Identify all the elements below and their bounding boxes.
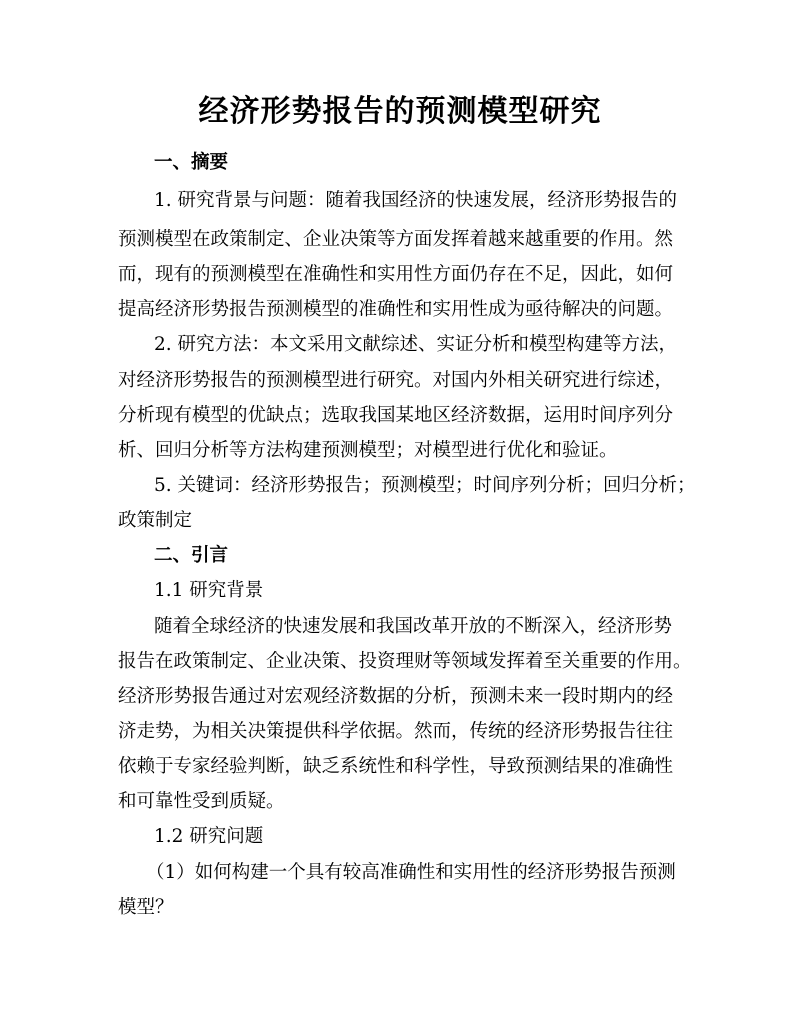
paragraph-line: 分析现有模型的优缺点；选取我国某地区经济数据，运用时间序列分 xyxy=(118,405,674,426)
paragraph-line: 和可靠性受到质疑。 xyxy=(118,791,285,812)
paragraph-line: 随着全球经济的快速发展和我国改革开放的不断深入，经济形势 xyxy=(154,616,673,637)
paragraph-line: （1）如何构建一个具有较高准确性和实用性的经济形势报告预测 xyxy=(146,862,676,883)
paragraph-line: 模型？ xyxy=(118,897,174,918)
paragraph-line: 预测模型在政策制定、企业决策等方面发挥着越来越重要的作用。然 xyxy=(118,229,674,250)
paragraph-line: 2. 研究方法：本文采用文献综述、实证分析和模型构建等方法， xyxy=(154,334,678,355)
subsection-heading: 1.1 研究背景 xyxy=(154,580,264,601)
document-title: 经济形势报告的预测模型研究 xyxy=(198,94,602,129)
paragraph-line: 济走势，为相关决策提供科学依据。然而，传统的经济形势报告往往 xyxy=(118,721,674,742)
paragraph-line: 政策制定 xyxy=(118,510,193,531)
subsection-heading: 1.2 研究问题 xyxy=(154,826,264,847)
paragraph-line: 而，现有的预测模型在准确性和实用性方面仍存在不足，因此，如何 xyxy=(118,264,674,285)
paragraph-line: 经济形势报告通过对宏观经济数据的分析，预测未来一段时期内的经 xyxy=(118,686,674,707)
paragraph-line: 析、回归分析等方法构建预测模型；对模型进行优化和验证。 xyxy=(118,440,618,461)
paragraph-line: 5. 关键词：经济形势报告；预测模型；时间序列分析；回归分析； xyxy=(154,475,696,496)
paragraph-line: 依赖于专家经验判断，缺乏系统性和科学性，导致预测结果的准确性 xyxy=(118,756,674,777)
paragraph-line: 报告在政策制定、企业决策、投资理财等领域发挥着至关重要的作用。 xyxy=(118,651,692,672)
paragraph-line: 对经济形势报告的预测模型进行研究。对国内外相关研究进行综述， xyxy=(118,370,674,391)
section-heading-abstract: 一、摘要 xyxy=(154,152,229,173)
section-heading-introduction: 二、引言 xyxy=(154,545,229,566)
paragraph-line: 1. 研究背景与问题：随着我国经济的快速发展，经济形势报告的 xyxy=(154,190,678,211)
paragraph-line: 提高经济形势报告预测模型的准确性和实用性成为亟待解决的问题。 xyxy=(118,299,674,320)
